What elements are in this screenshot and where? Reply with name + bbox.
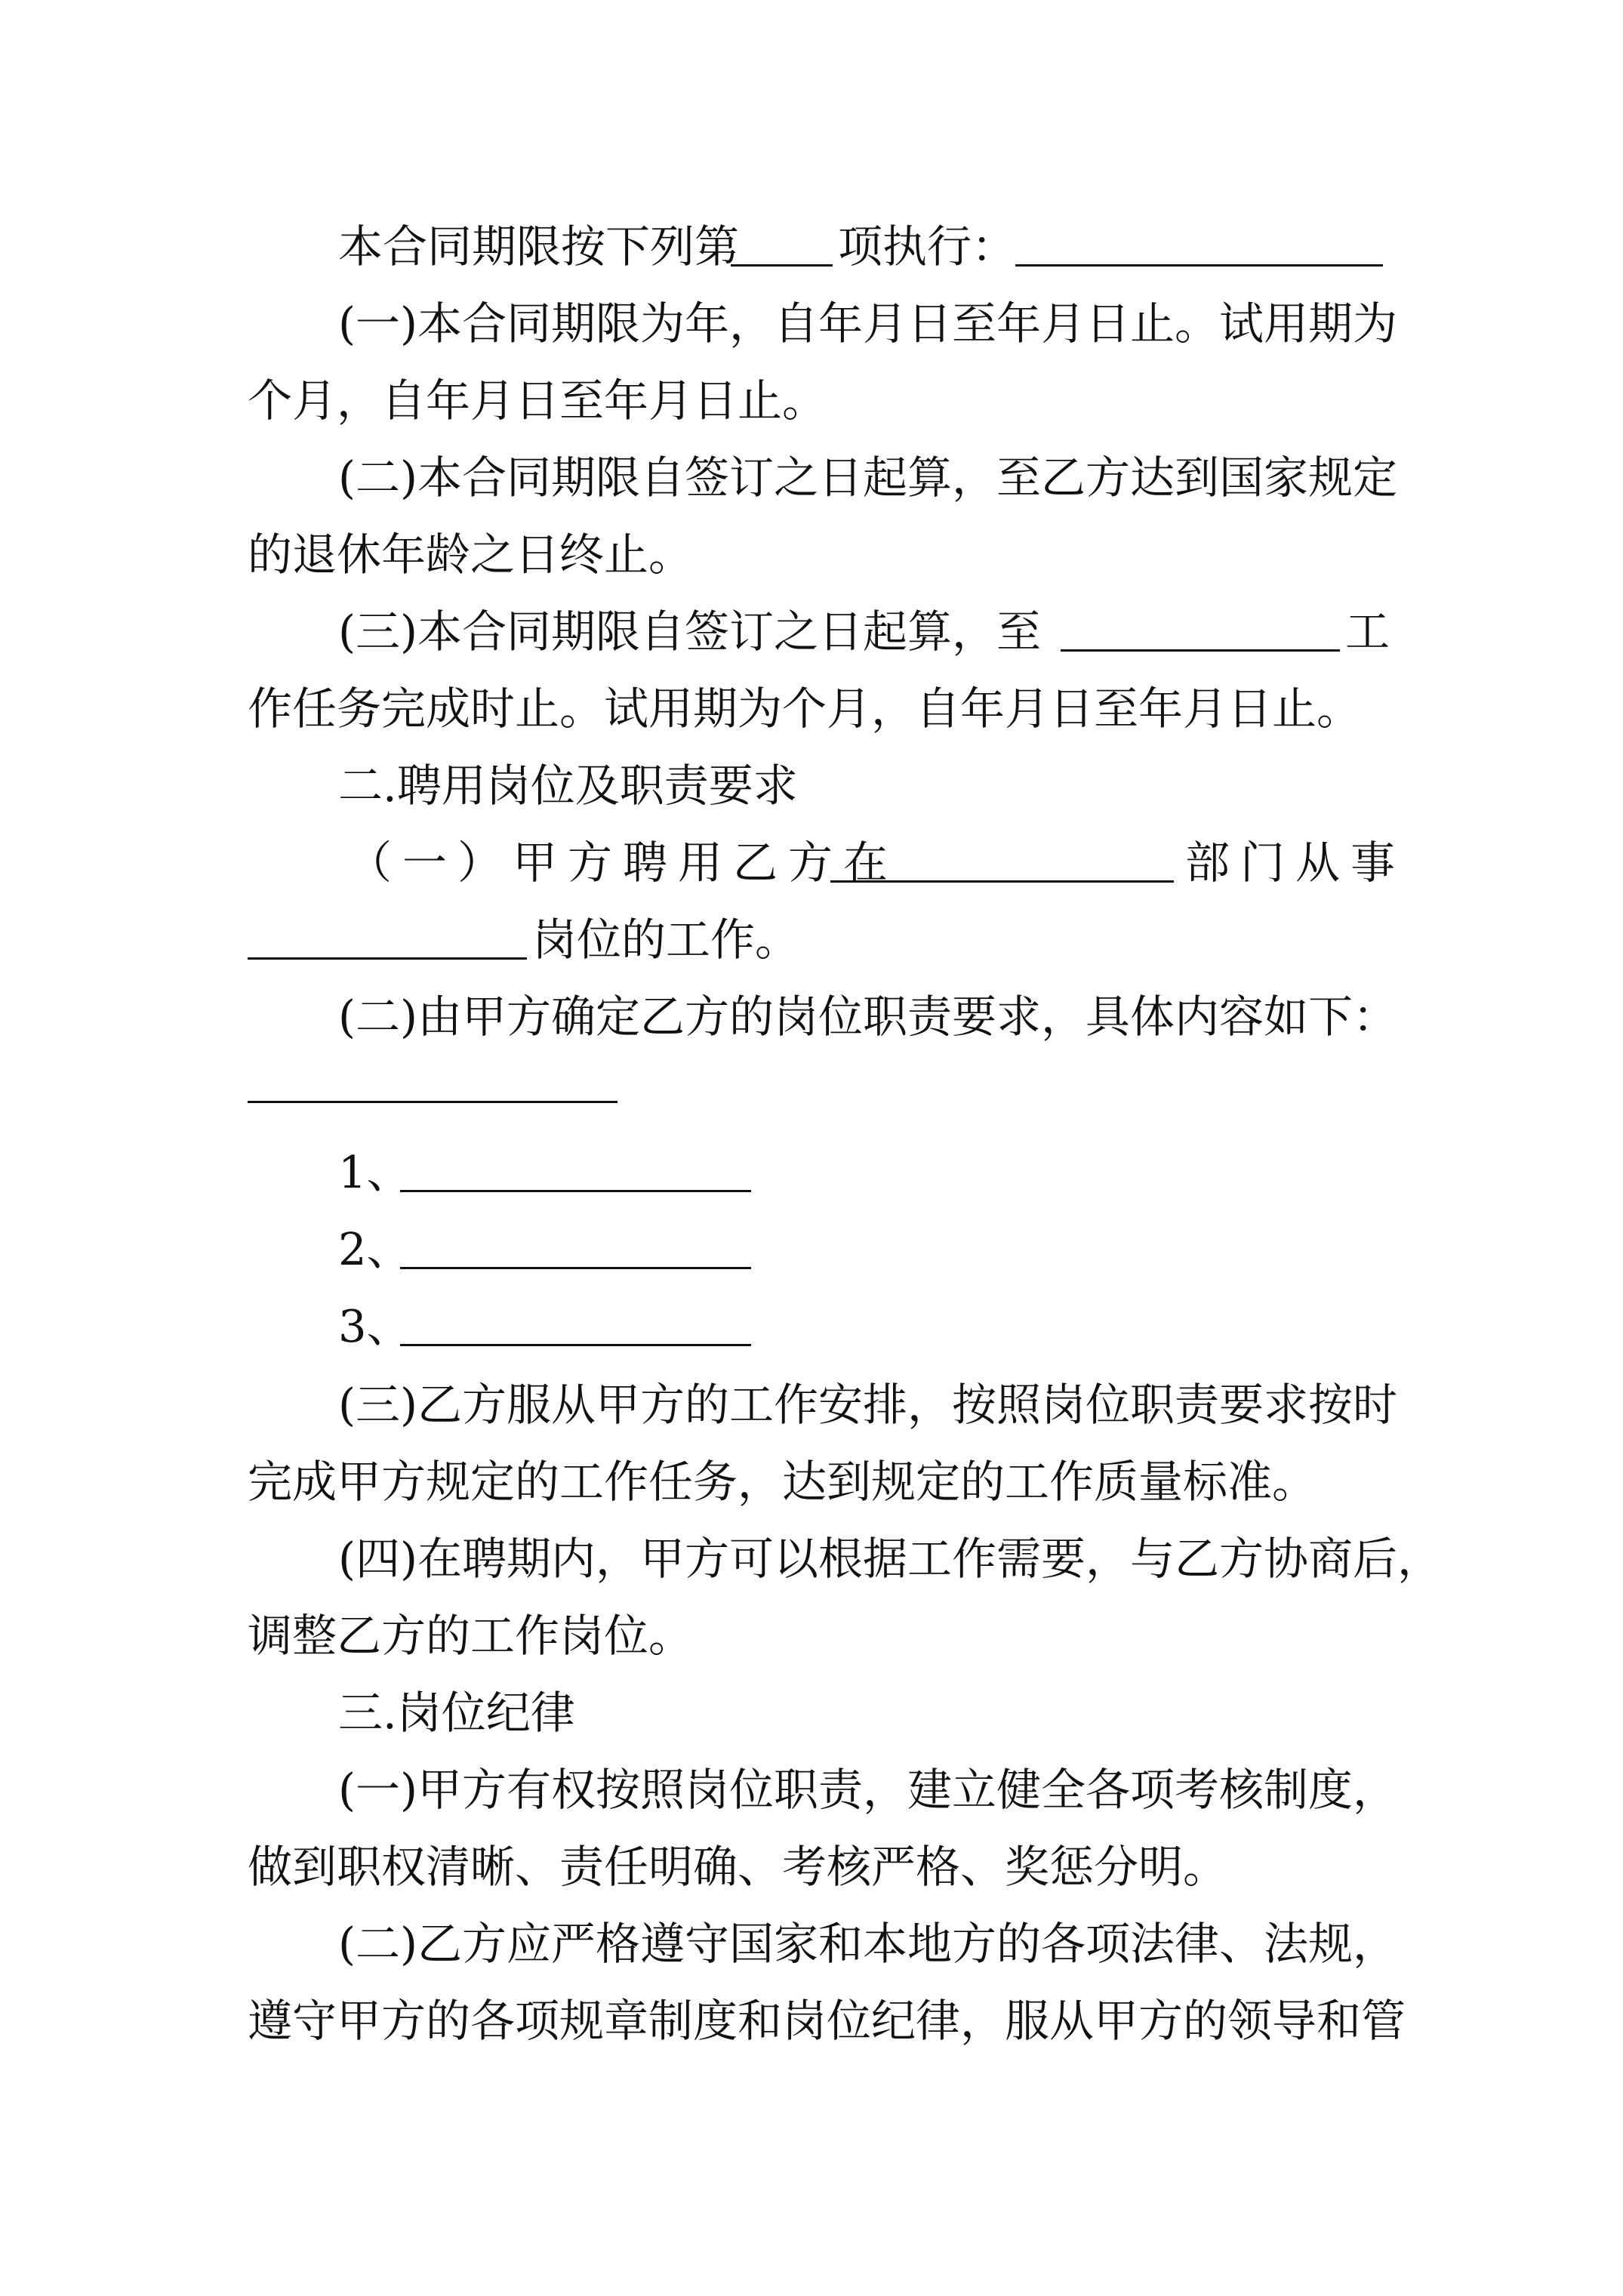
text-segment: (三)本合同期限自签订之日起算，至 [338, 606, 1042, 658]
text-line [0, 513, 1623, 596]
text-line [0, 1595, 1623, 1678]
text-segment: （一）甲方聘用乙方在 [347, 837, 899, 889]
text-line [0, 1980, 1623, 2063]
text-segment: (二)本合同期限自签订之日起算，至乙方达到国家规定 [338, 451, 1398, 504]
text-line [0, 282, 1623, 365]
text-segment: 部门从事 [1185, 837, 1406, 889]
text-line [0, 975, 1623, 1059]
text-segment: 二.聘用岗位及职责要求 [338, 760, 798, 812]
text-segment: 调整乙方的工作岗位。 [248, 1610, 694, 1662]
text-segment: 本合同期限按下列第 [338, 220, 740, 273]
list-item [0, 1285, 1623, 1368]
blank-field [400, 1267, 751, 1269]
text-segment: (二)乙方应严格遵守国家和本地方的各项法律、法规， [338, 1918, 1398, 1970]
text-line [0, 1826, 1623, 1909]
text-line [0, 590, 1623, 673]
text-segment: (一)本合同期限为年，自年月日至年月日止。试用期为 [338, 297, 1398, 350]
text-segment: 三.岗位纪律 [338, 1687, 575, 1739]
text-line [0, 436, 1623, 519]
text-segment: (一)甲方有权按照岗位职责，建立健全各项考核制度， [338, 1764, 1398, 1816]
text-line [0, 1749, 1623, 1832]
text-segment: (二)由甲方确定乙方的岗位职责要求，具体内容如下： [338, 991, 1398, 1043]
text-segment: 工 [1345, 606, 1390, 658]
text-segment: 2、 [338, 1223, 411, 1275]
text-segment: (四)在聘期内，甲方可以根据工作需要，与乙方协商后， [338, 1533, 1443, 1585]
section-heading [0, 1672, 1623, 1755]
blank-field [830, 880, 1174, 883]
text-line [0, 667, 1623, 750]
blank-field [1015, 264, 1383, 267]
blank-field [400, 1344, 751, 1346]
text-segment: 作任务完成时止。试用期为个月，自年月日至年月日止。 [248, 683, 1362, 735]
text-segment: 遵守甲方的各项规章制度和岗位纪律，服从甲方的领导和管 [248, 1995, 1406, 2047]
text-line [0, 205, 1623, 288]
list-item [0, 1131, 1623, 1214]
text-segment: 完成甲方规定的工作任务，达到规定的工作质量标准。 [248, 1456, 1317, 1508]
text-line [0, 898, 1623, 982]
text-segment: 个月，自年月日至年月日止。 [248, 374, 827, 427]
text-segment: (三)乙方服从甲方的工作安排，按照岗位职责要求按时 [338, 1379, 1398, 1431]
blank-field [400, 1190, 751, 1192]
text-segment: 的退休年龄之日终止。 [248, 529, 694, 581]
text-segment: 做到职权清晰、责任明确、考核严格、奖惩分明。 [248, 1841, 1228, 1893]
text-line [0, 821, 1623, 905]
text-segment: 1、 [338, 1146, 411, 1198]
text-line [0, 1903, 1623, 1986]
text-line [0, 359, 1623, 442]
text-segment: 项执行： [838, 220, 1017, 273]
text-segment: 岗位的工作。 [532, 914, 800, 966]
list-item [0, 1208, 1623, 1291]
text-line [0, 1364, 1623, 1447]
blank-field [1061, 649, 1340, 652]
text-line [0, 1441, 1623, 1524]
text-line [0, 1518, 1623, 1601]
section-heading [0, 744, 1623, 827]
text-segment: 3、 [338, 1300, 411, 1352]
blank-field [248, 1101, 617, 1103]
